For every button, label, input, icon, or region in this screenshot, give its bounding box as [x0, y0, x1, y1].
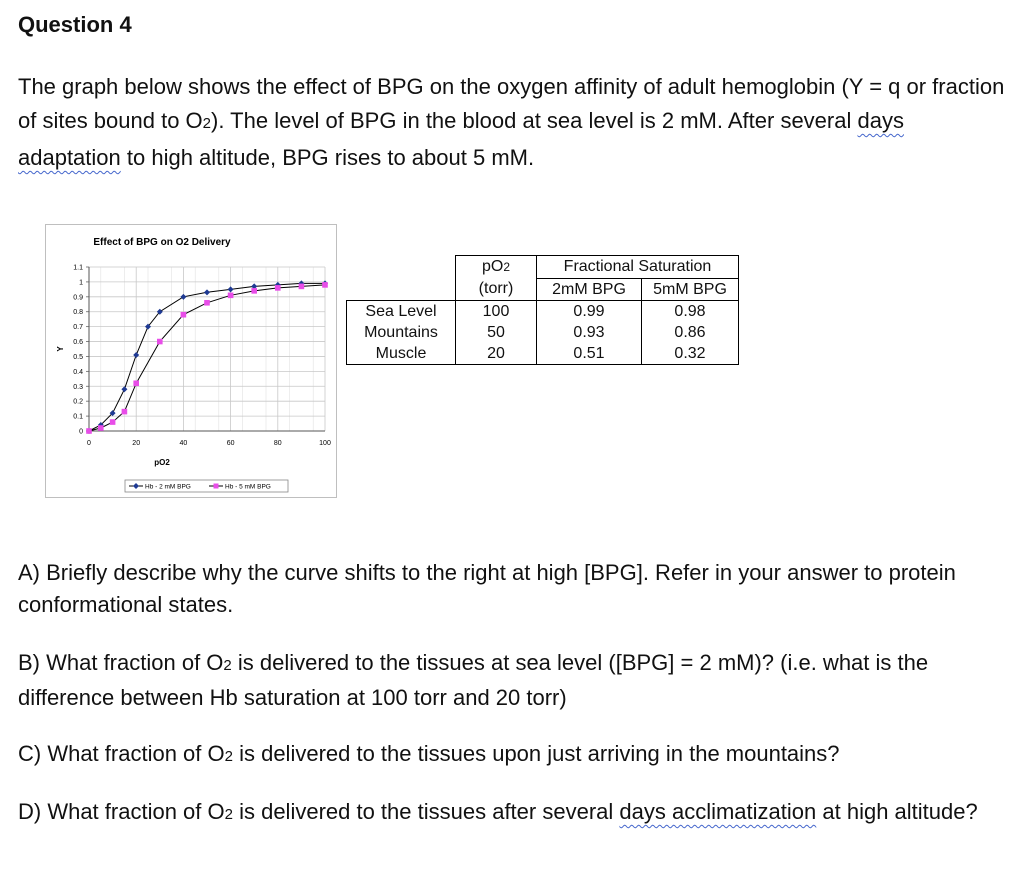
data-point: [204, 289, 210, 295]
row-label: Muscle: [347, 343, 456, 365]
data-point: [180, 294, 186, 300]
row-label: Sea Level: [347, 300, 456, 322]
row-5mm: 0.86: [642, 322, 739, 343]
question-intro: The graph below shows the effect of BPG on the oxygen affinity of adult hemoglobin (Y = q or fraction of sites bound to O2). The level of BPG in the blood at sea level is 2 mM. After several days adaptation to high altitude, BPG rises to about 5 mM.: [18, 74, 1005, 170]
row-5mm: 0.98: [642, 300, 739, 322]
y-tick-label: 0.5: [73, 353, 83, 361]
data-point: [133, 380, 139, 386]
y-tick-label: 0.6: [73, 339, 83, 347]
data-point: [122, 409, 128, 415]
y-tick-label: 0.1: [73, 413, 83, 421]
x-tick-label: 20: [132, 440, 141, 447]
row-5mm: 0.32: [642, 343, 739, 365]
data-point: [121, 386, 127, 392]
header-po2: pO2: [456, 256, 537, 279]
table-row: [347, 343, 739, 365]
y-tick-label: 1: [79, 279, 83, 287]
y-tick-label: 1.1: [73, 264, 83, 272]
data-point: [299, 284, 305, 290]
y-tick-label: 0.7: [73, 324, 83, 332]
legend-label: Hb - 5 mM BPG: [225, 483, 271, 491]
x-tick-label: 80: [273, 440, 282, 447]
x-tick-label: 40: [179, 440, 188, 447]
chart-title: Effect of BPG on O2 Delivery: [93, 237, 231, 248]
data-point: [181, 312, 187, 318]
row-2mm: 0.99: [537, 300, 642, 322]
x-tick-label: 100: [319, 440, 331, 447]
y-tick-label: 0.4: [73, 368, 83, 376]
data-point: [204, 300, 210, 306]
row-po2: 50: [456, 322, 537, 343]
data-point: [251, 288, 257, 294]
y-tick-label: 0.2: [73, 398, 83, 406]
table-row: [347, 300, 739, 322]
y-tick-label: 0.3: [73, 383, 83, 391]
legend-marker: [214, 484, 219, 489]
y-tick-label: 0.8: [73, 309, 83, 317]
question-b: B) What fraction of O2 is delivered to the tissues at sea level ([BPG] = 2 mM)? (i.e. what is the difference between Hb saturation at 100 torr and 20 torr): [18, 650, 929, 710]
y-axis-label: Y: [56, 346, 65, 352]
data-point: [322, 282, 328, 288]
table-row: [347, 322, 739, 343]
y-tick-label: 0.9: [73, 294, 83, 302]
row-po2: 20: [456, 343, 537, 365]
x-tick-label: 0: [87, 440, 91, 447]
header-torr: (torr): [456, 278, 537, 300]
data-point: [228, 286, 234, 292]
data-point: [86, 428, 92, 434]
data-point: [98, 425, 104, 431]
chart-container: [45, 224, 337, 498]
data-point: [133, 352, 139, 358]
header-5mm-bpg: 5mM BPG: [642, 278, 739, 300]
header-fractional-saturation: Fractional Saturation: [537, 256, 739, 279]
question-title: Question 4: [18, 12, 132, 37]
data-point: [110, 419, 116, 425]
data-point: [275, 285, 281, 291]
oxygen-binding-chart: [46, 225, 336, 497]
y-tick-label: 0: [79, 428, 83, 436]
question-d: D) What fraction of O2 is delivered to the tissues after several days acclimatization at high altitude?: [18, 799, 978, 824]
saturation-table: [346, 255, 739, 365]
x-tick-label: 60: [226, 440, 235, 447]
x-axis-label: pO2: [154, 458, 170, 467]
question-a: A) Briefly describe why the curve shifts to the right at high [BPG]. Refer in your answer to protein conformational states.: [18, 560, 956, 617]
header-2mm-bpg: 2mM BPG: [537, 278, 642, 300]
data-point: [228, 293, 234, 299]
legend-label: Hb - 2 mM BPG: [145, 483, 191, 491]
data-point: [157, 339, 163, 345]
row-2mm: 0.93: [537, 322, 642, 343]
row-label: Mountains: [347, 322, 456, 343]
question-c: C) What fraction of O2 is delivered to the tissues upon just arriving in the mountains?: [18, 741, 840, 766]
row-2mm: 0.51: [537, 343, 642, 365]
row-po2: 100: [456, 300, 537, 322]
